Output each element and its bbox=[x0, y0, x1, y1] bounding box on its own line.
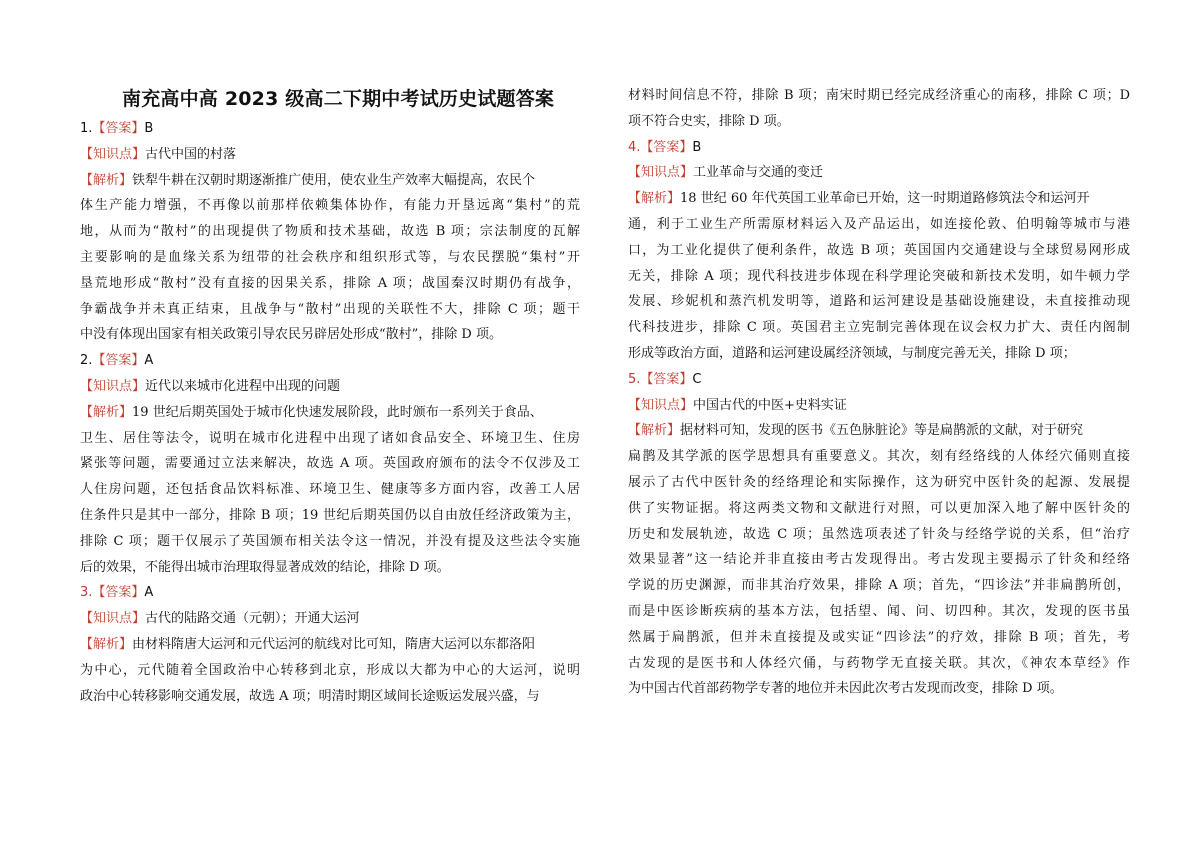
labeled-line bbox=[80, 147, 580, 163]
line-text: 住条件只是其中一部分，排除 B 项；19 世纪后期英国仍以自由放任经济政策为主， bbox=[80, 508, 580, 523]
text-line bbox=[628, 552, 1130, 568]
answer-tag: 【答案】 bbox=[640, 371, 693, 387]
line-text: 19 世纪后期英国处于城市化快速发展阶段，此时颁布一系列关于食品、 bbox=[132, 404, 543, 420]
line-text: 材料时间信息不符，排除 B 项；南宋时期已经完成经济重心的南移，排除 C 项；D bbox=[628, 88, 1130, 103]
question-answer-line bbox=[80, 353, 580, 369]
text-line bbox=[80, 534, 580, 550]
text-line bbox=[80, 456, 580, 472]
labeled-line bbox=[80, 173, 580, 189]
knowledge-tag: 【知识点】 bbox=[80, 379, 146, 394]
text-line bbox=[628, 88, 1130, 104]
text-line bbox=[80, 302, 580, 318]
line-text: 由材料隋唐大运河和元代运河的航线对比可知，隋唐大运河以东都洛阳 bbox=[132, 637, 536, 652]
text-line bbox=[80, 689, 580, 705]
text-line bbox=[80, 431, 580, 447]
line-text: 然属于扁鹊派，但并未直接提及或实证“四诊法”的疗效，排除 B 项；首先，考 bbox=[628, 629, 1130, 645]
line-text: 据材料可知，发现的医书《五色脉脏论》等是扁鹊派的文献，对于研究 bbox=[680, 423, 1084, 439]
text-line bbox=[628, 114, 1130, 130]
question-number: 5. bbox=[628, 371, 641, 387]
question-number: 2. bbox=[80, 353, 93, 369]
line-text: 中国古代的中医+史料实证 bbox=[693, 397, 847, 413]
text-line bbox=[628, 604, 1130, 620]
answer-tag: 【答案】 bbox=[640, 139, 693, 155]
labeled-line bbox=[628, 423, 1130, 439]
question-number: 1. bbox=[80, 121, 93, 136]
line-text: 近代以来城市化进程中出现的问题 bbox=[145, 379, 341, 394]
question-answer-line bbox=[80, 585, 580, 601]
line-text: 代科技进步，排除 C 项。英国君主立宪制完善体现在议会权力扩大、责任内阁制 bbox=[628, 320, 1130, 336]
analysis-tag: 【解析】 bbox=[80, 404, 133, 420]
labeled-line bbox=[80, 637, 580, 653]
knowledge-tag: 【知识点】 bbox=[628, 165, 694, 181]
labeled-line bbox=[628, 165, 1130, 181]
text-line bbox=[628, 217, 1130, 233]
text-line bbox=[628, 243, 1130, 259]
line-text: 口，为工业化提供了便利条件，故选 B 项；英国国内交通建设与全球贸易网形成 bbox=[628, 242, 1130, 258]
answer-value: A bbox=[144, 585, 154, 601]
text-line bbox=[628, 630, 1130, 646]
analysis-tag: 【解析】 bbox=[80, 172, 133, 188]
question-answer-line bbox=[628, 372, 1130, 388]
line-text: 紧张等问题，需要通过立法来解决，故选 A 项。英国政府颁布的法令不仅涉及工 bbox=[80, 456, 580, 472]
text-line bbox=[80, 198, 580, 214]
line-text: 排除 C 项；题干仅展示了英国颁布相关法令这一情况，并没有提及这些法令实施 bbox=[80, 533, 580, 549]
line-text: 古代的陆路交通（元朝）；开通大运河 bbox=[145, 611, 360, 627]
line-text: 项不符合史实，排除 D 项。 bbox=[628, 113, 790, 129]
line-text: 通，利于工业生产所需原材料运入及产品运出，如连接伦敦、伯明翰等城市与港 bbox=[628, 217, 1130, 232]
text-line bbox=[80, 327, 580, 343]
answer-tag: 【答案】 bbox=[92, 121, 145, 136]
question-number: 4. bbox=[628, 139, 641, 155]
text-line bbox=[80, 224, 580, 240]
line-text: 学说的历史渊源，而非其治疗效果，排除 A 项；首先，“四诊法”并非扁鹊所创， bbox=[628, 578, 1130, 594]
answer-tag: 【答案】 bbox=[92, 353, 145, 369]
line-text: 扁鹊及其学派的医学思想具有重要意义。其次，刻有经络线的人体经穴俑则直接 bbox=[628, 449, 1130, 465]
line-text: 卫生、居住等法令，说明在城市化进程中出现了诸如食品安全、环境卫生、住房 bbox=[80, 430, 580, 446]
line-text: 人住房问题，还包括食品饮料标准、环境卫生、健康等多方面内容，改善工人居 bbox=[80, 482, 580, 498]
labeled-line bbox=[80, 379, 580, 395]
line-text: 而是中医诊断疾病的基本方法，包括望、闻、问、切四种。其次，发现的医书虽 bbox=[628, 604, 1130, 619]
line-text: 铁犁牛耕在汉朝时期逐渐推广使用，使农业生产效率大幅提高，农民个 bbox=[132, 172, 536, 188]
question-number: 3. bbox=[80, 585, 93, 601]
line-text: 地，从而为“散村”的出现提供了物质和技术基础，故选 B 项；宗法制度的瓦解 bbox=[80, 224, 580, 240]
knowledge-tag: 【知识点】 bbox=[80, 611, 146, 627]
answer-value: C bbox=[692, 371, 702, 387]
analysis-tag: 【解析】 bbox=[628, 423, 681, 439]
answer-tag: 【答案】 bbox=[92, 585, 145, 601]
text-line bbox=[80, 276, 580, 292]
knowledge-tag: 【知识点】 bbox=[628, 397, 694, 413]
text-line bbox=[80, 482, 580, 498]
text-line bbox=[628, 269, 1130, 285]
line-text: 争霸战争并未真正结束，且战争与“散村”出现的关联性不大，排除 C 项；题干 bbox=[80, 301, 580, 317]
line-text: 古代中国的村落 bbox=[145, 146, 237, 162]
line-text: 后的效果，不能得出城市治理取得显著成效的结论，排除 D 项。 bbox=[80, 559, 450, 575]
line-text: 供了实物证据。将这两类文物和文献进行对照，可以更加深入地了解中医针灸的 bbox=[628, 500, 1130, 516]
answer-value: A bbox=[144, 353, 154, 369]
line-text: 政治中心转移影响交通发展，故选 A 项；明清时期区域间长途贩运发展兴盛，与 bbox=[80, 688, 540, 704]
answer-value: B bbox=[692, 139, 702, 155]
text-line bbox=[628, 449, 1130, 465]
text-line bbox=[628, 656, 1130, 672]
line-text: 中没有体现出国家有相关政策引导农民另辟居处形成“散村”，排除 D 项。 bbox=[80, 327, 502, 343]
line-text: 垦荒地形成“散村”没有直接的因果关系，排除 A 项；战国秦汉时期仍有战争， bbox=[80, 275, 580, 291]
line-text: 效果显著”这一结论并非直接由考古发现得出。考古发现主要揭示了针灸和经络 bbox=[628, 552, 1130, 568]
text-line bbox=[80, 663, 580, 679]
line-text: 无关，排除 A 项；现代科技进步体现在科学理论突破和新技术发明，如牛顿力学 bbox=[628, 268, 1130, 284]
labeled-line bbox=[628, 191, 1130, 207]
text-line bbox=[628, 501, 1130, 517]
analysis-tag: 【解析】 bbox=[80, 637, 133, 652]
line-text: 工业革命与交通的变迁 bbox=[693, 165, 824, 181]
line-text: 18 世纪 60 年代英国工业革命已开始，这一时期道路修筑法令和运河开 bbox=[680, 191, 1090, 207]
line-text: 主要影响的是血缘关系为纽带的社会秩序和组织形式等，与农民摆脱“集村”开 bbox=[80, 250, 580, 265]
line-text: 为中心，元代随着全国政治中心转移到北京，形成以大都为中心的大运河，说明 bbox=[80, 662, 580, 678]
text-line bbox=[628, 527, 1130, 543]
text-line bbox=[628, 320, 1130, 336]
knowledge-tag: 【知识点】 bbox=[80, 146, 146, 162]
line-text: 形成等政治方面，道路和运河建设属经济领域，与制度完善无关，排除 D 项； bbox=[628, 346, 1076, 361]
text-line bbox=[628, 346, 1130, 362]
text-line bbox=[628, 681, 1130, 697]
question-answer-line bbox=[628, 140, 1130, 156]
question-answer-line bbox=[80, 121, 580, 137]
text-line bbox=[80, 508, 580, 524]
line-text: 体生产能力增强，不再像以前那样依赖集体协作，有能力开垦远离“集村”的荒 bbox=[80, 198, 580, 214]
labeled-line bbox=[628, 398, 1130, 414]
labeled-line bbox=[80, 405, 580, 421]
answer-value: B bbox=[144, 121, 154, 136]
line-text: 历史和发展轨迹，故选 C 项；虽然选项表述了针灸与经络学说的关系，但“治疗 bbox=[628, 526, 1130, 542]
line-text: 古发现的是医书和人体经穴俑，与药物学无直接关联。其次，《神农本草经》作 bbox=[628, 655, 1130, 671]
labeled-line bbox=[80, 611, 580, 627]
line-text: 展示了古代中医针灸的经络理论和实际操作，这为研究中医针灸的起源、发展提 bbox=[628, 475, 1130, 490]
text-line bbox=[628, 578, 1130, 594]
text-line bbox=[80, 250, 580, 266]
analysis-tag: 【解析】 bbox=[628, 191, 681, 207]
page-title: 南充高中高 2023 级高二下期中考试历史试题答案 bbox=[122, 88, 555, 110]
text-line bbox=[80, 560, 580, 576]
text-line bbox=[628, 294, 1130, 310]
text-line bbox=[628, 475, 1130, 491]
line-text: 为中国古代首部药物学专著的地位并未因此次考古发现而改变，排除 D 项。 bbox=[628, 681, 1063, 697]
line-text: 发展、珍妮机和蒸汽机发明等，道路和运河建设是基础设施建设，未直接推动现 bbox=[628, 294, 1130, 310]
